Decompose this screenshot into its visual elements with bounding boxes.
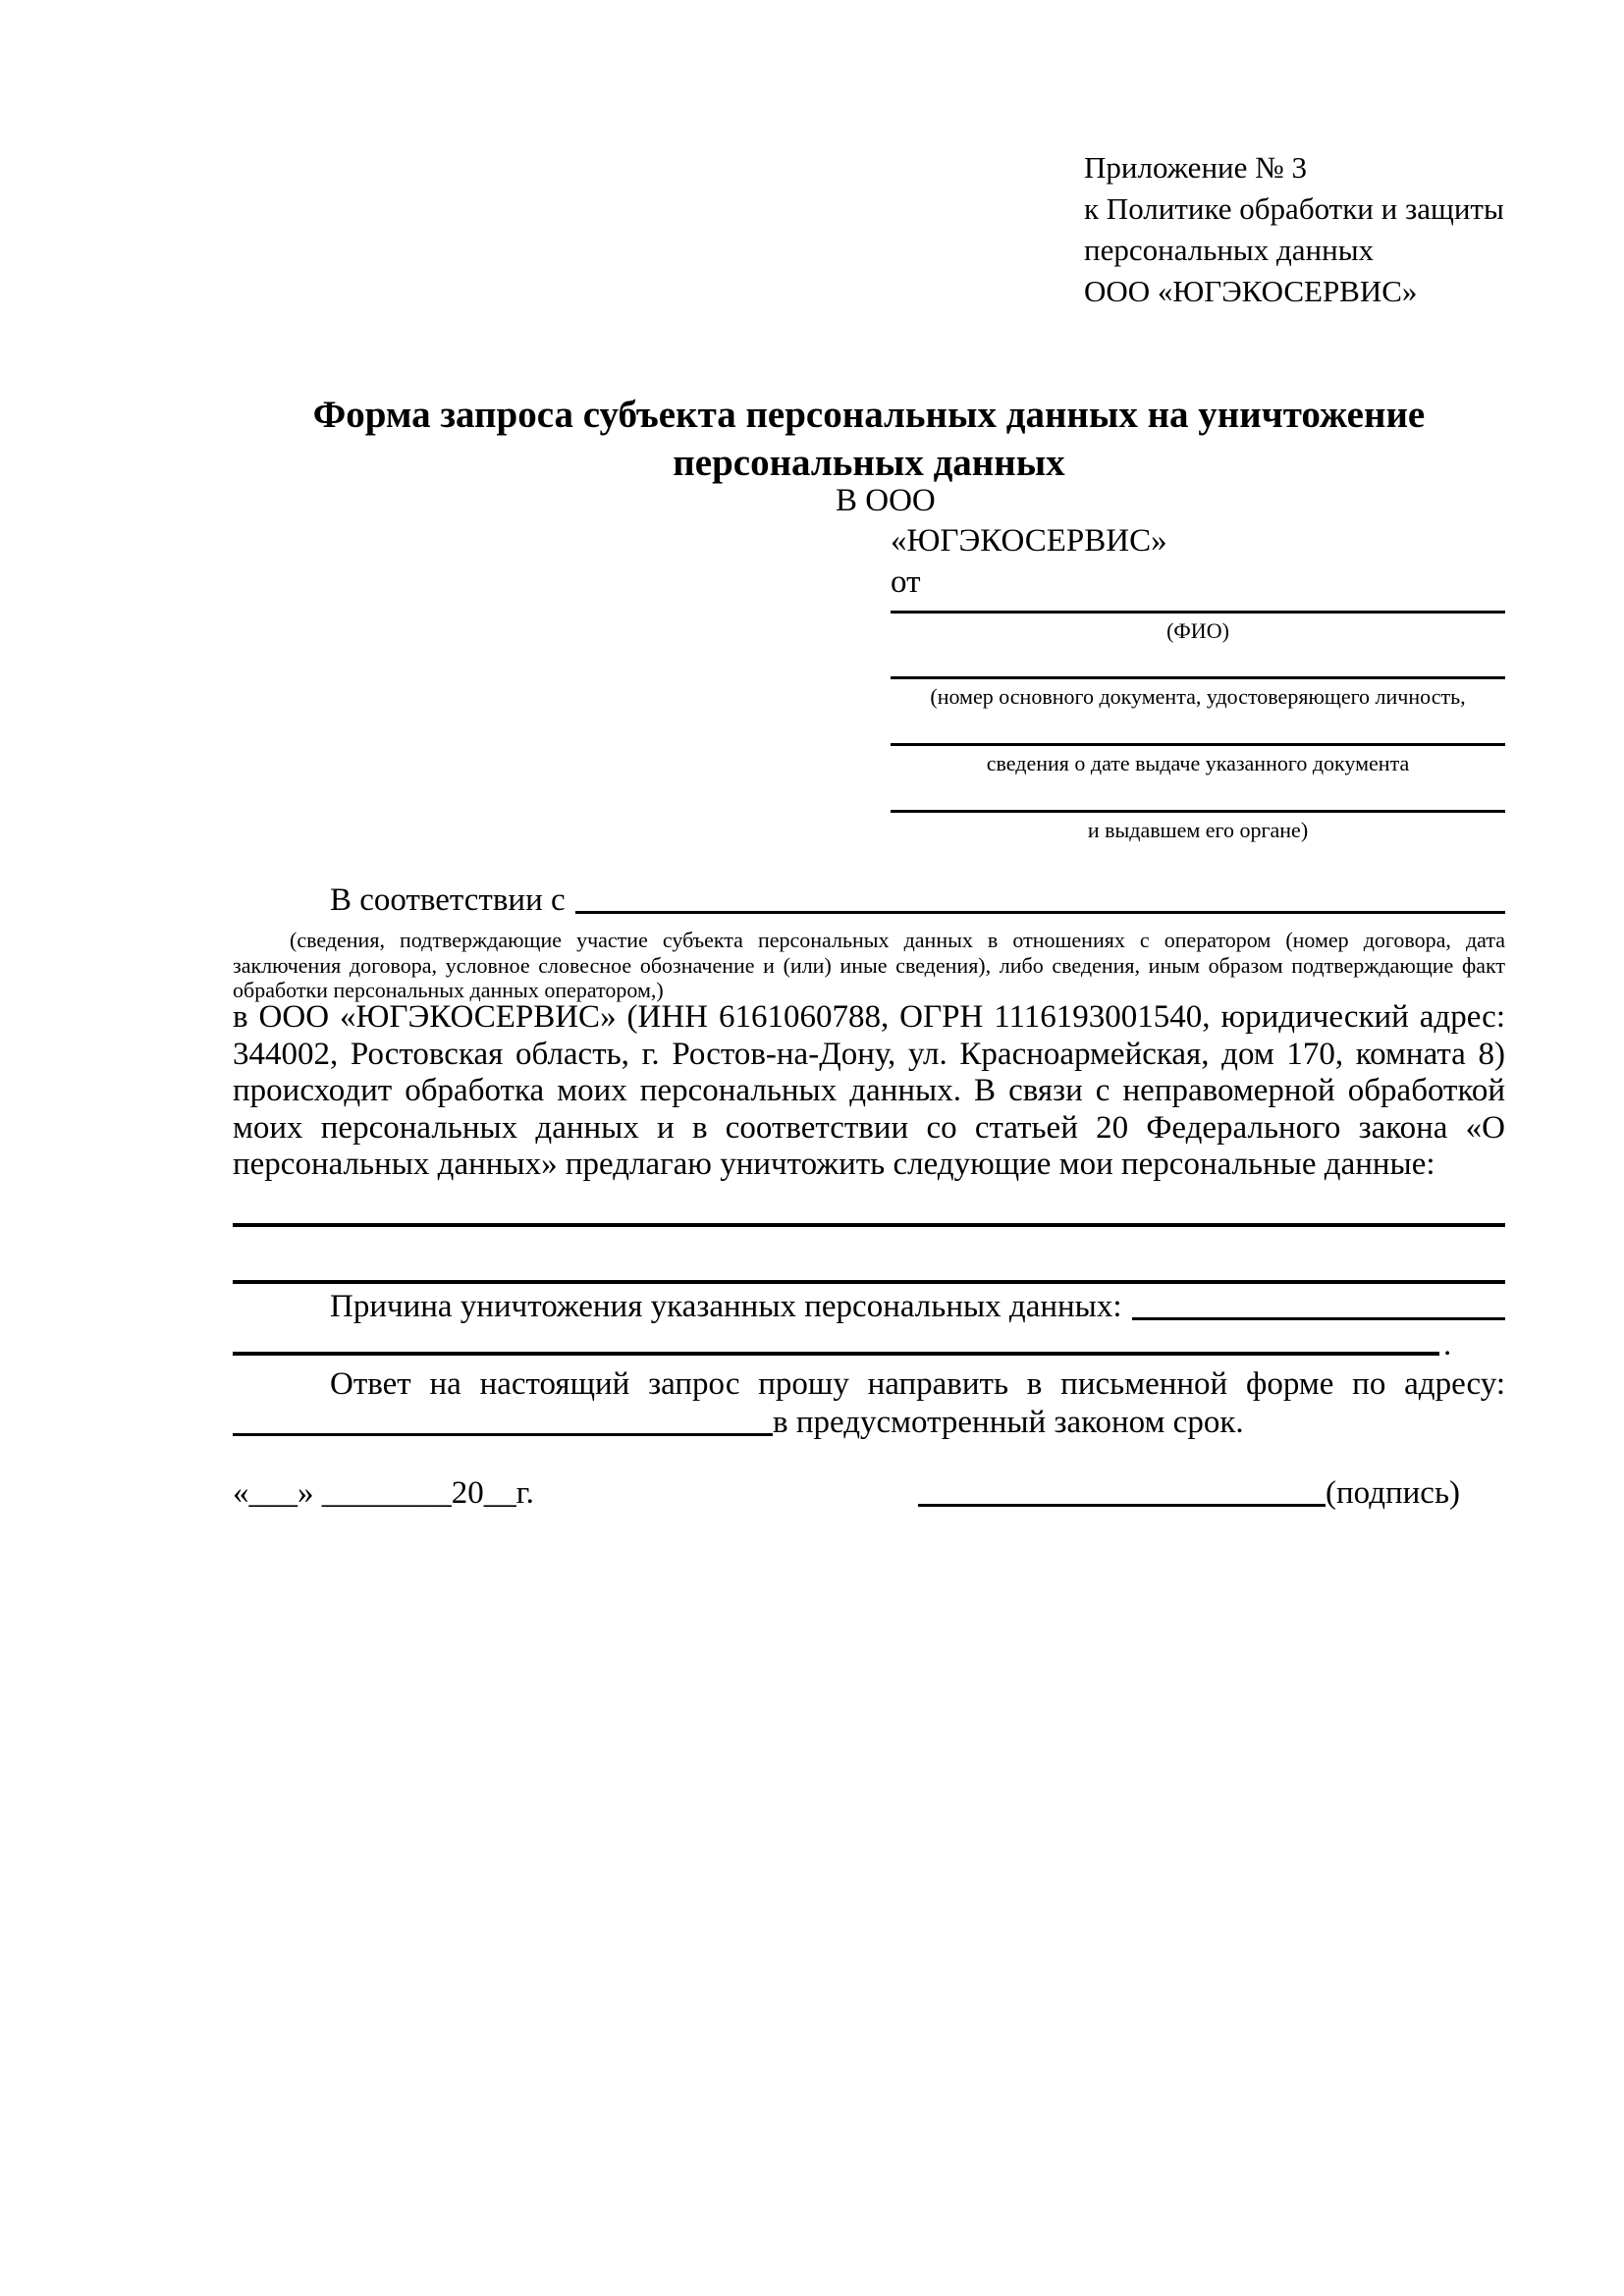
document-title: Форма запроса субъекта персональных данных на уничтожение персональных данных — [312, 394, 1426, 484]
accordance-prefix: В соответствии с — [330, 882, 566, 918]
main-paragraph: в ООО «ЮГЭКОСЕРВИС» (ИНН 6161060788, ОГРН 1116193001540, юридический адрес: 344002, Ростовская область, г. Ростов-на-Дону, ул. Красноармейская, дом 170, комната 8) происходит обработка моих персональных данных. В связи с неправомерной обработкой моих персональных данных и в соответствии со статьей 20 Федерального закона «О персональных данных» предлагаю уничтожить следующие мои персональные данные: — [233, 999, 1505, 1182]
appendix-block — [1084, 147, 1504, 312]
issuing-authority-blank-line — [891, 810, 1505, 813]
date-line: «___» ________20__г. — [233, 1475, 534, 1511]
reason-row — [233, 1289, 1505, 1325]
answer-address-blank-line — [233, 1433, 773, 1436]
document-number-caption: (номер основного документа, удостоверяющего личность, — [930, 684, 1466, 709]
personal-data-blank-line-1 — [233, 1223, 1505, 1227]
signature-row — [918, 1475, 1464, 1512]
answer-suffix: в предусмотренный законом срок. — [773, 1405, 1244, 1440]
issuing-authority-caption: и выдавшем его органе) — [1087, 818, 1309, 842]
signature-blank-line — [918, 1504, 1326, 1507]
issue-date-caption: сведения о дате выдаче указанного документа — [986, 751, 1410, 775]
addressee-to-ooo: В ООО — [836, 483, 936, 518]
answer-request-text: Ответ на настоящий запрос прошу направить в письменной форме по адресу: — [330, 1366, 1505, 1402]
fio-blank-line — [891, 611, 1505, 614]
appendix-line-4: ООО «ЮГЭКОСЕРВИС» — [1084, 274, 1418, 308]
reason-period: . — [1443, 1327, 1452, 1362]
personal-data-blank-line-2 — [233, 1280, 1505, 1284]
accordance-blank-line — [575, 911, 1505, 914]
appendix-line-3: персональных данных — [1084, 233, 1375, 267]
reason-blank-line-2 — [233, 1352, 1439, 1356]
accordance-row — [233, 882, 1505, 919]
appendix-line-2: к Политике обработки и защиты — [1084, 191, 1504, 226]
fio-caption: (ФИО) — [1166, 618, 1229, 643]
addressee-org-name: «ЮГЭКОСЕРВИС» — [891, 523, 1167, 559]
accordance-note: (сведения, подтверждающие участие субъекта персональных данных в отношениях с оператором (номер договора, дата заключения договора, условное словесное обозначение и (или) иные сведения), либо сведения, иным образом подтверждающие факт обработки персональных данных оператором,) — [233, 928, 1505, 1002]
addressee-from: от — [891, 564, 921, 600]
answer-address-row — [233, 1405, 1505, 1441]
reason-prefix: Причина уничтожения указанных персональных данных: — [330, 1289, 1122, 1324]
document-number-blank-line — [891, 676, 1505, 679]
issue-date-blank-line — [891, 743, 1505, 746]
appendix-line-1: Приложение № 3 — [1084, 150, 1307, 185]
signature-caption: (подпись) — [1326, 1475, 1460, 1511]
reason-blank-line — [1132, 1317, 1505, 1320]
